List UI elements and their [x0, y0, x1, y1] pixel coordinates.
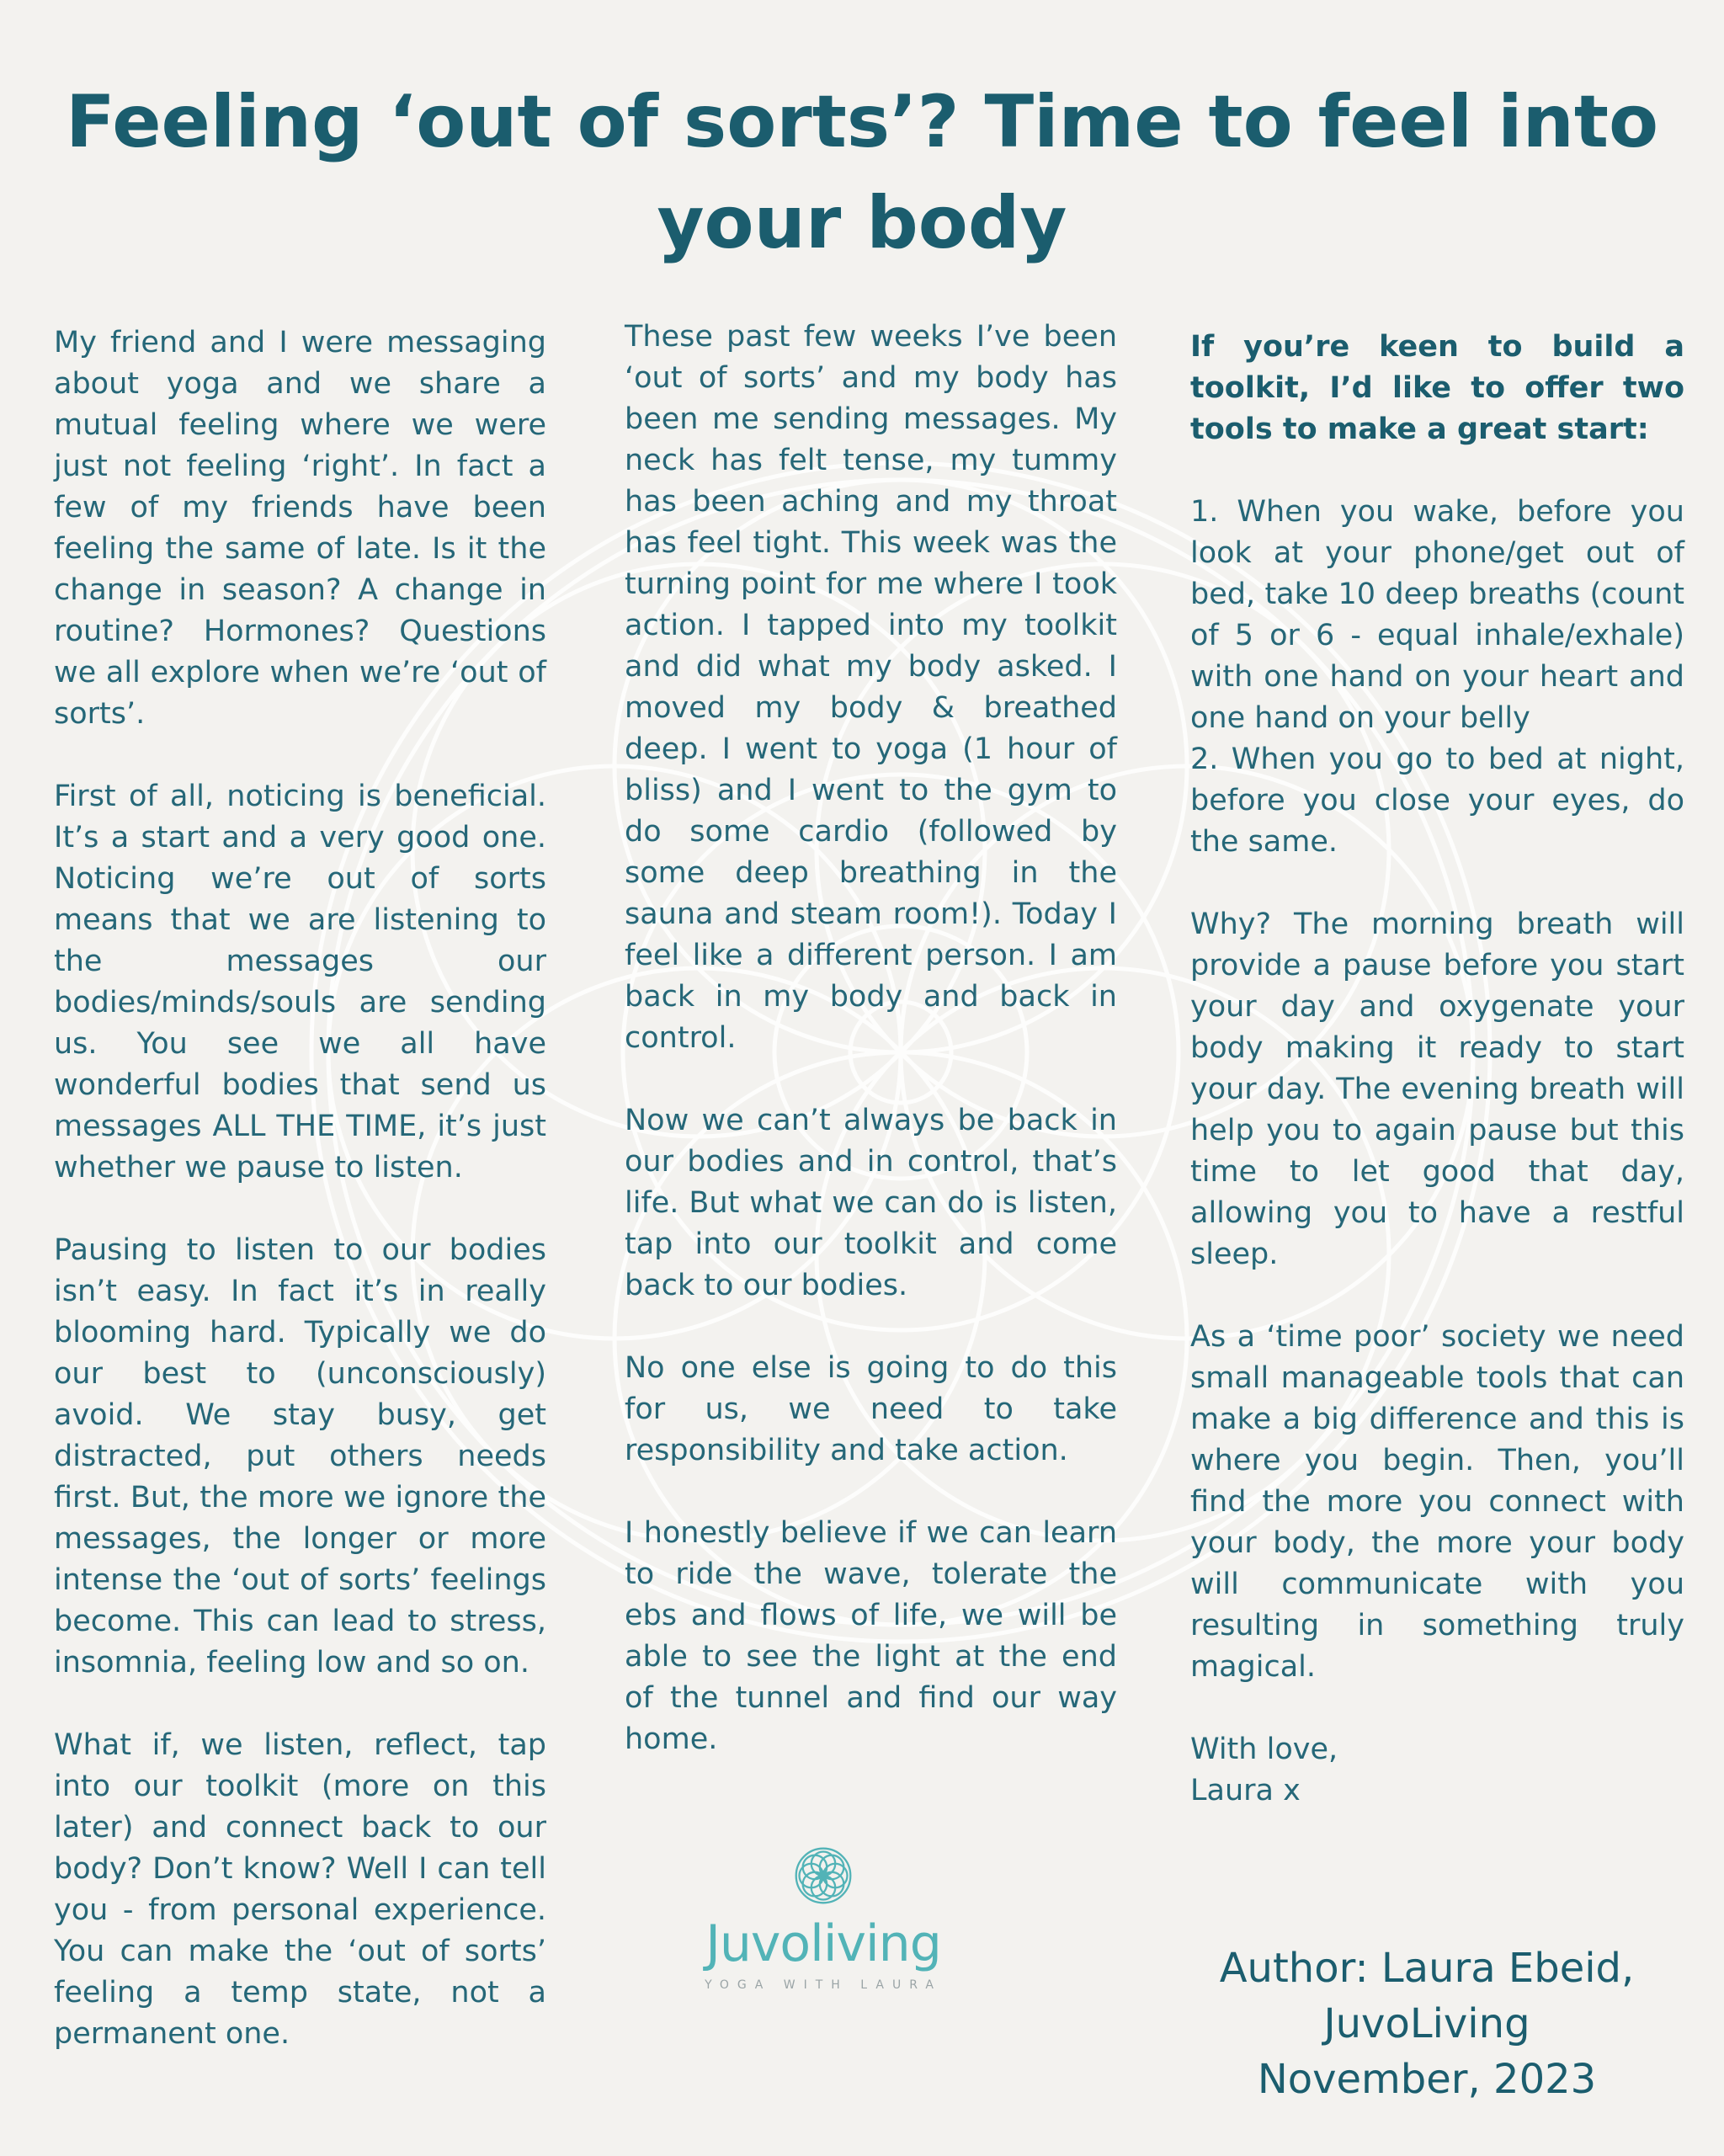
author-company: JuvoLiving	[1323, 2000, 1530, 2047]
article-column-middle	[625, 317, 1117, 1760]
paragraph: I honestly believe if we can learn to ride the wave, tolerate the ebs and flows of life, we will be able to see the light at the end of the tunnel and find our way home.	[625, 1516, 1117, 1756]
paragraph: First of all, noticing is beneficial. It’s a start and a very good one. Noticing we’re out of sorts means that we are listening to the messages our bodies/minds/souls are sending us. You see we all have wonderful bodies that send us messages ALL THE TIME, it’s just whether we pause to listen.	[54, 780, 546, 1184]
logo-wordmark: Juvoliving	[705, 1914, 941, 1973]
article-column-right	[1190, 327, 1684, 1812]
paragraph: As a ‘time poor’ society we need small manageable tools that can make a big difference and this is where you begin. Then, you’ll find the more you connect with your body, the more your body will communicate with you resulting in something truly magical.	[1190, 1320, 1684, 1684]
paragraph: These past few weeks I’ve been ‘out of sorts’ and my body has been me sending messages. My neck has felt tense, my tummy has been aching and my throat has feel tight. This week was the turning point for me where I took action. I tapped into my toolkit and did what my body asked. I moved my body & breathed deep. I went to yoga (1 hour of bliss) and I went to the gym to do some cardio (followed by some deep breathing in the sauna and steam room!). Today I feel like a different person. I am back in my body and back in control.	[625, 320, 1117, 1055]
signoff-line: With love,	[1190, 1733, 1338, 1766]
tool-item: 1. When you wake, before you look at your phone/get out of bed, take 10 deep breaths (count of 5 or 6 - equal inhale/exhale) with one hand on your heart and one hand on your belly	[1190, 495, 1684, 735]
paragraph: My friend and I were messaging about yoga and we share a mutual feeling where we were just not feeling ‘right’. In fact a few of my friends have been feeling the same of late. Is it the change in season? A change in routine? Hormones? Questions we all explore when we’re ‘out of sorts’.	[54, 326, 546, 731]
paragraph: Pausing to listen to our bodies isn’t easy. In fact it’s in really blooming hard. Typically we do our best to (unconsciously) avoid. We stay busy, get distracted, put others needs first. But, the more we ignore the messages, the longer or more intense the ‘out of sorts’ feelings become. This can lead to stress, insomnia, feeling low and so on.	[54, 1233, 546, 1680]
brand-logo	[697, 1844, 950, 1992]
tool-item: 2. When you go to bed at night, before you close your eyes, do the same.	[1190, 743, 1684, 859]
signoff-name: Laura x	[1190, 1774, 1301, 1807]
paragraph: Now we can’t always be back in our bodies and in control, that’s life. But what we can do is listen, tap into our toolkit and come back to our bodies.	[625, 1104, 1117, 1302]
author-date: November, 2023	[1257, 2056, 1597, 2103]
logo-tagline: YOGA WITH LAURA	[705, 1978, 942, 1992]
paragraph: Why? The morning breath will provide a pause before you start your day and oxygenate your body making it ready to start your day. The evening breath will help you to again pause but this time to let good that day, allowing you to have a restful sleep.	[1190, 908, 1684, 1271]
signoff	[1190, 1729, 1684, 1812]
author-block	[1162, 1940, 1692, 2107]
paragraph: No one else is going to do this for us, we need to take responsibility and take action.	[625, 1351, 1117, 1467]
mandala-icon	[791, 1844, 855, 1908]
paragraph: What if, we listen, reflect, tap into our toolkit (more on this later) and connect back to our body? Don’t know? Well I can tell you - from personal experience. You can make the ‘out of sorts’ feeling a temp state, not a permanent one.	[54, 1728, 546, 2051]
author-name: Author: Laura Ebeid,	[1219, 1945, 1635, 1992]
toolkit-heading: If you’re keen to build a toolkit, I’d like to offer two tools to make a great start:	[1190, 330, 1684, 446]
page-title: Feeling ‘out of sorts’? Time to feel into your body	[65, 80, 1659, 265]
article-column-left	[54, 322, 546, 2055]
